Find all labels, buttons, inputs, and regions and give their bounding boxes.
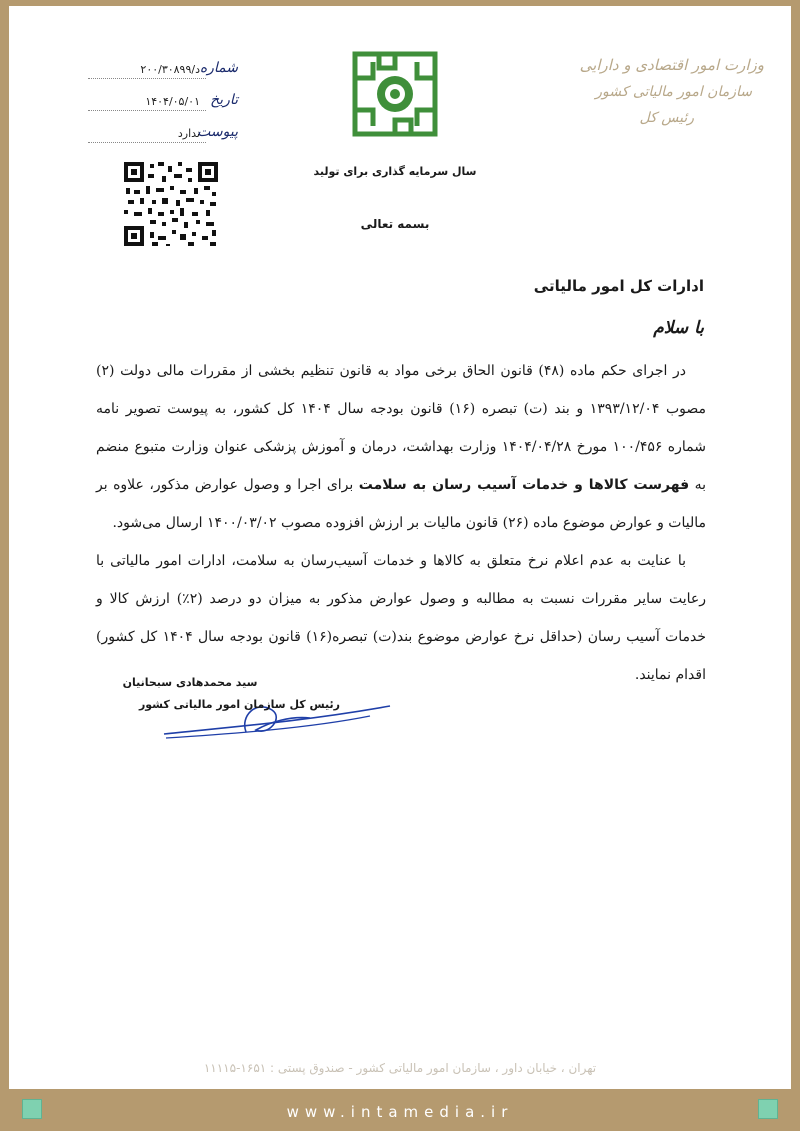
paragraph-1 xyxy=(96,352,706,542)
signatory-name: سید محمدهادی سبحانیان xyxy=(122,676,258,689)
date-row xyxy=(88,92,238,124)
footer-address: تهران ، خیابان داور ، سازمان امور مالیاتی کشور - صندوق پستی : ۱۶۵۱-۱۱۱۱۵ xyxy=(203,1061,597,1075)
page-frame-right xyxy=(791,0,800,1131)
number-dotted-line xyxy=(88,78,206,79)
paragraph-1-text-a: در اجرای حکم ماده (۴۸) قانون الحاق برخی مواد به قانون تنظیم بخشی از مقررات مالی دولت (۲) مصوب ۱۳۹۳/۱۲/۰۴ و بند (ت) تبصره (۱۶) قانون بودجه سال ۱۴۰۴ کل کشور، به پیوست تصویر نامه شماره ۱۰۰/۴۵۶ مورخ ۱۴۰۴/۰۴/۲۸ وزارت بهداشت، درمان و آموزش پزشکی عنوان وزارت متبوع منضم به xyxy=(96,363,706,493)
qr-code-icon xyxy=(122,160,220,248)
ministry-header xyxy=(564,56,764,126)
tax-organization-logo xyxy=(349,48,441,140)
page-frame-top xyxy=(0,0,800,6)
attachment-row xyxy=(88,124,238,156)
date-value: ۱۴۰۴/۰۵/۰۱ xyxy=(145,95,200,108)
attachment-value: ندارد xyxy=(177,127,200,140)
date-dotted-line xyxy=(88,110,206,111)
salutation: با سلام xyxy=(653,318,704,338)
paragraph-2: با عنایت به عدم اعلام نرخ متعلق به کالاها و خدمات آسیب‌رسان به سلامت، ادارات امور مالیاتی با رعایت سایر مقررات نسبت به مطالبه و وصول عوارض مذکور به میزان دو درصد (۲٪) ارزش کالا و خدمات آسیب رسان (حداقل نرخ عوارض موضوع بند(ت) تبصره(۱۶) قانون بودجه سال ۱۴۰۴ کل کشور) اقدام نمایند. xyxy=(96,553,707,683)
letter-body xyxy=(96,352,706,694)
year-slogan: سال سرمایه گذاری برای تولید xyxy=(313,165,477,178)
date-label: تاریخ xyxy=(210,92,238,108)
number-value: د/۲۰۰/۳۰۸۹۹ xyxy=(140,63,200,76)
paragraph-1-text-b: برای اجرا و وصول عوارض مذکور، علاوه بر مالیات و عوارض موضوع ماده (۲۶) قانون مالیات بر ارزش افزوده مصوب ۱۴۰۰/۰۳/۰۲ ارسال می‌شود. xyxy=(96,477,706,531)
attachment-dotted-line xyxy=(88,142,206,143)
attachment-label: پیوست xyxy=(197,124,238,140)
office-name: رئیس کل xyxy=(639,110,694,126)
paragraph-1-bold: فهرست کالاها و خدمات آسیب رسان به سلامت xyxy=(358,477,690,493)
signature-block xyxy=(122,676,400,746)
ministry-name: وزارت امور اقتصادی و دارایی xyxy=(579,56,764,74)
footer-website: www.intamedia.ir xyxy=(286,1103,514,1121)
number-label: شماره xyxy=(199,60,238,76)
letter-meta xyxy=(88,60,238,156)
recipient: ادارات کل امور مالیاتی xyxy=(533,277,704,295)
page-frame-left xyxy=(0,0,9,1131)
organization-name: سازمان امور مالیاتی کشور xyxy=(595,84,752,100)
bismillah: بسمه تعالی xyxy=(360,217,430,231)
number-row xyxy=(88,60,238,92)
signatory-title: رئیس کل سازمان امور مالیاتی کشور xyxy=(138,698,340,711)
